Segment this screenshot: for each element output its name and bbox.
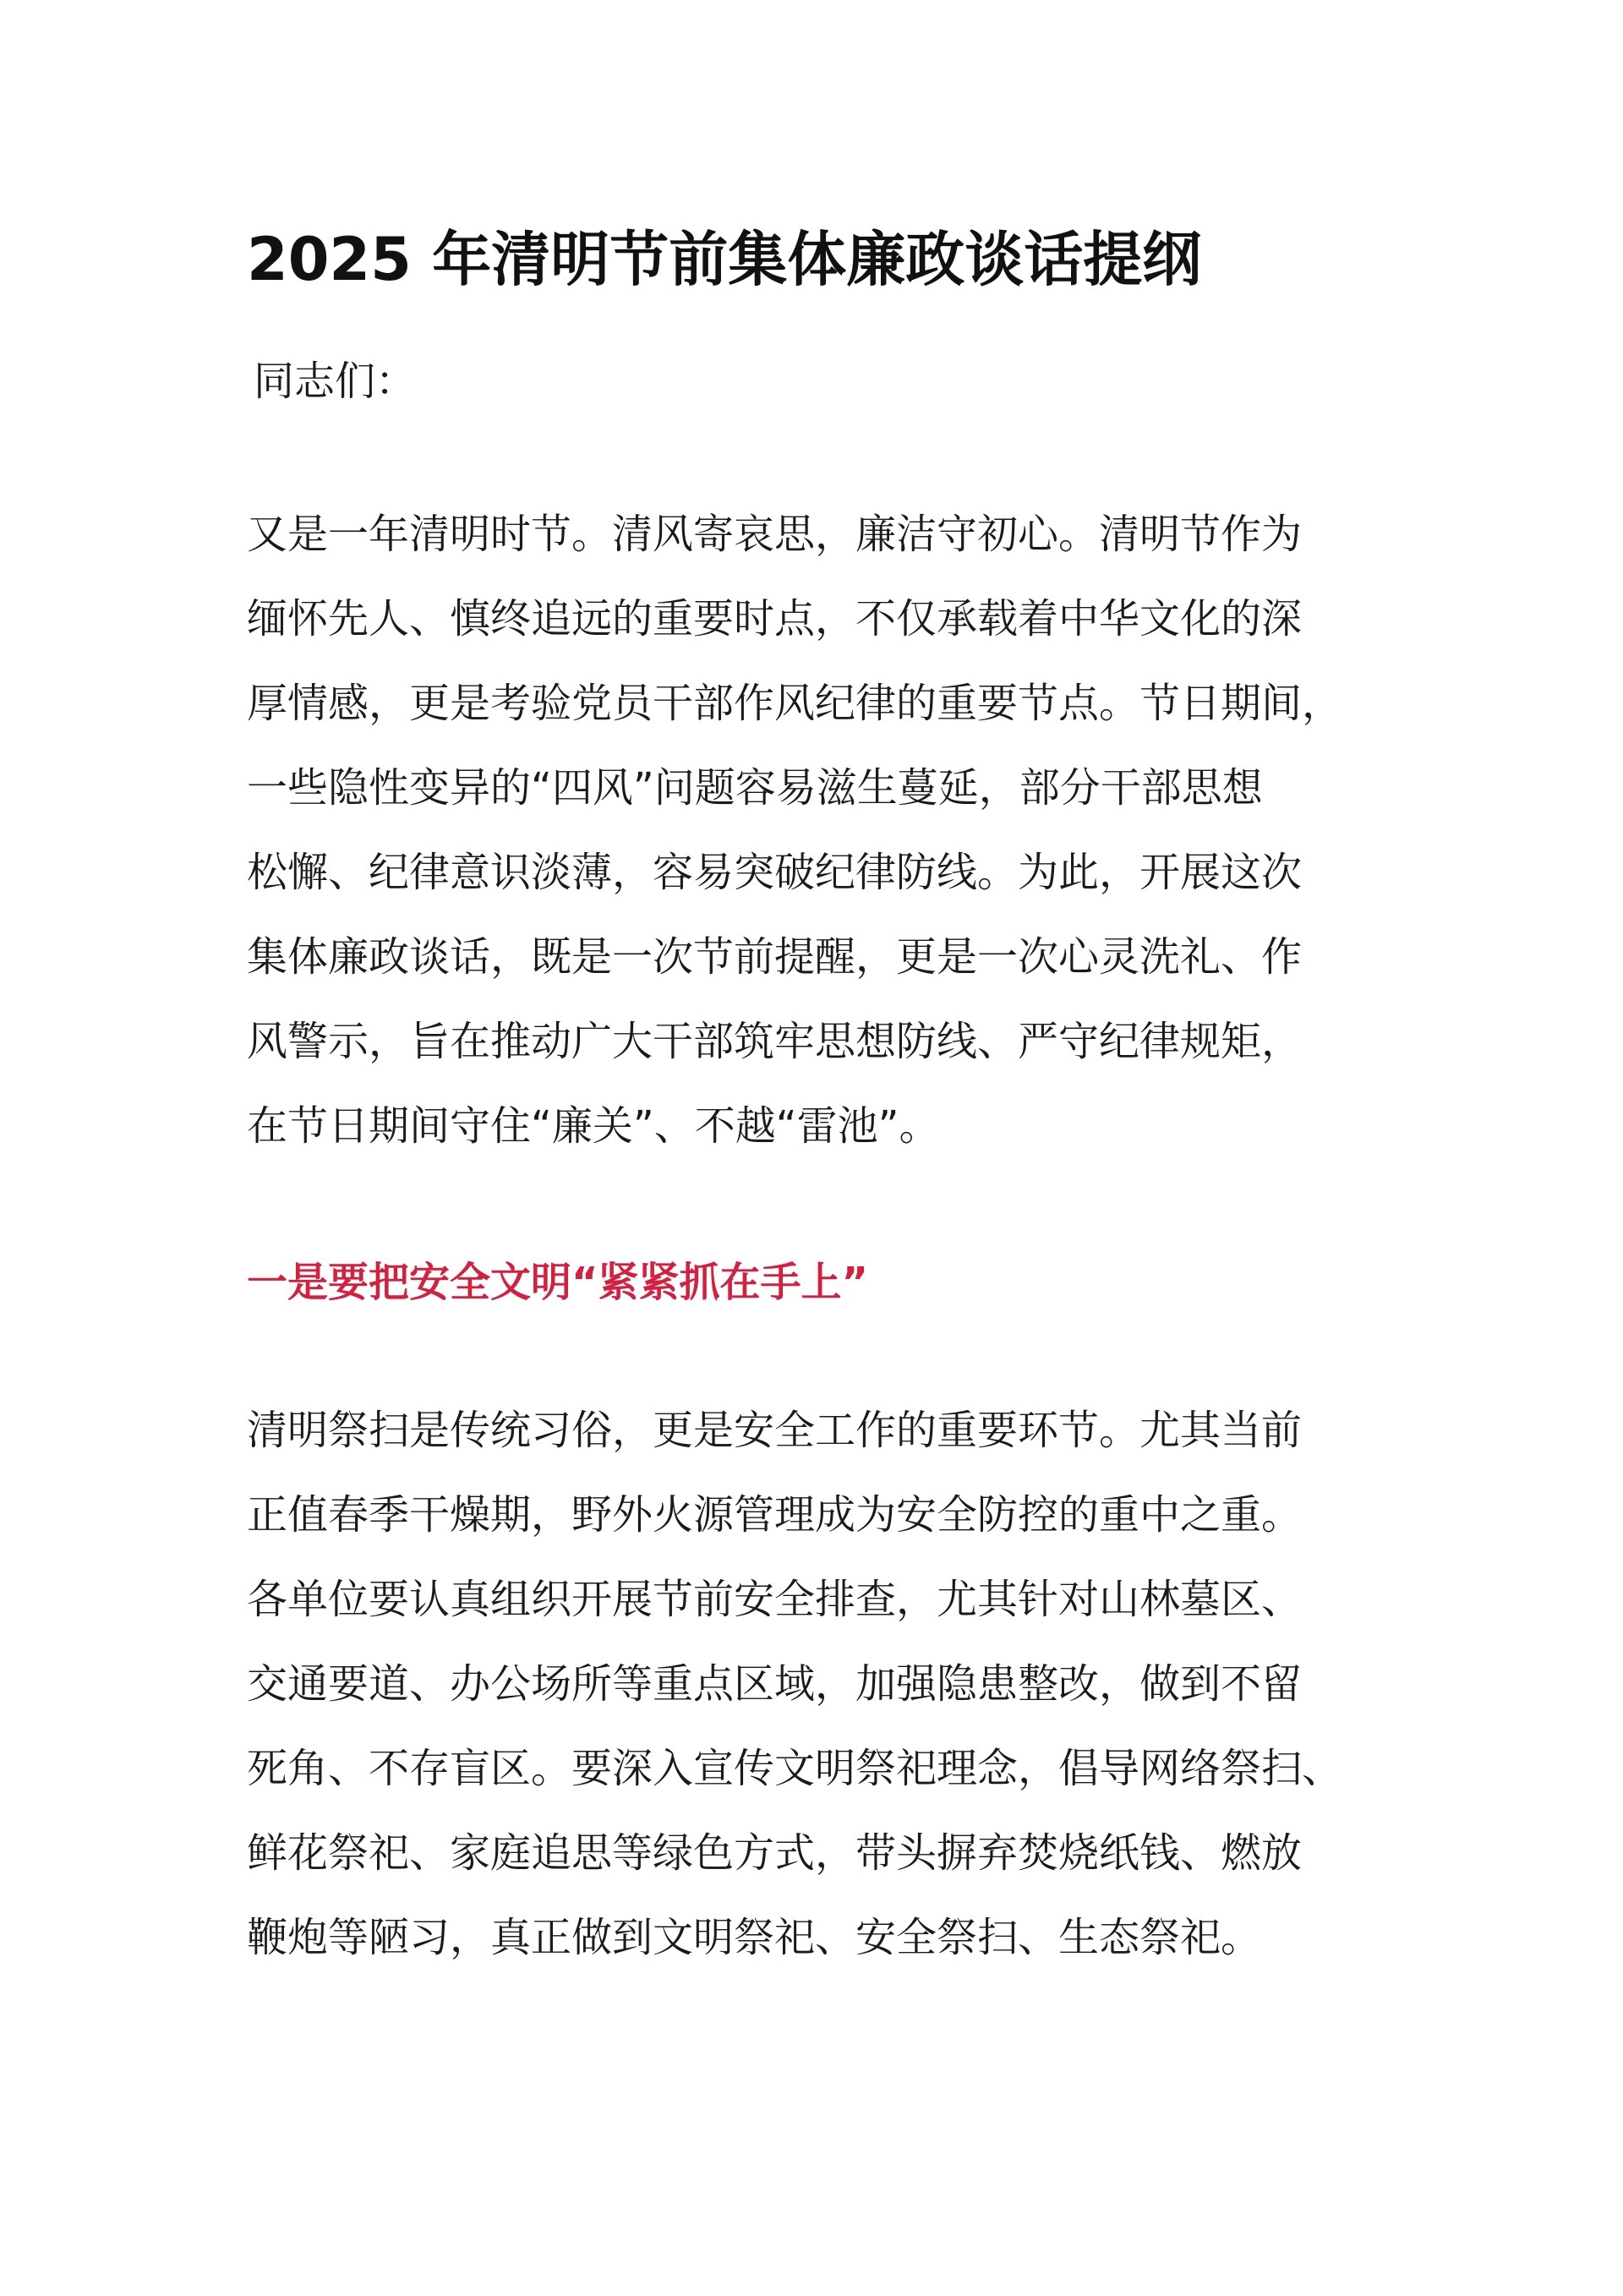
paragraph-line: 松懈、纪律意识淡薄，容易突破纪律防线。为此，开展这次	[247, 849, 1303, 896]
document-title: 2025 年清明节前集体廉政谈话提纲	[247, 225, 1202, 294]
intro-paragraph	[247, 492, 1447, 1168]
section-paragraph	[247, 1388, 1447, 1980]
paragraph-line: 厚情感，更是考验党员干部作风纪律的重要节点。节日期间，	[247, 680, 1343, 727]
paragraph-line: 鞭炮等陋习，真正做到文明祭祀、安全祭扫、生态祭祀。	[247, 1914, 1262, 1961]
paragraph-line: 死角、不存盲区。要深入宣传文明祭祀理念，倡导网络祭扫、	[247, 1745, 1343, 1792]
paragraph-line: 一些隐性变异的“四风”问题容易滋生蔓延，部分干部思想	[247, 764, 1263, 812]
paragraph-line: 正值春季干燥期，野外火源管理成为安全防控的重中之重。	[247, 1491, 1303, 1539]
paragraph-line: 鲜花祭祀、家庭追思等绿色方式，带头摒弃焚烧纸钱、燃放	[247, 1829, 1303, 1877]
paragraph-line: 又是一年清明时节。清风寄哀思，廉洁守初心。清明节作为	[247, 511, 1303, 558]
section-heading: 一是要把安全文明“紧紧抓在手上”	[247, 1259, 869, 1306]
paragraph-line: 交通要道、办公场所等重点区域，加强隐患整改，做到不留	[247, 1660, 1303, 1708]
paragraph-line: 清明祭扫是传统习俗，更是安全工作的重要环节。尤其当前	[247, 1407, 1303, 1454]
paragraph-line: 缅怀先人、慎终追远的重要时点，不仅承载着中华文化的深	[247, 595, 1303, 642]
paragraph-line: 在节日期间守住“廉关”、不越“雷池”。	[247, 1102, 940, 1150]
salutation: 同志们：	[254, 358, 417, 405]
paragraph-line: 集体廉政谈话，既是一次节前提醒，更是一次心灵洗礼、作	[247, 933, 1303, 981]
paragraph-line: 风警示，旨在推动广大干部筑牢思想防线、严守纪律规矩，	[247, 1018, 1303, 1065]
paragraph-line: 各单位要认真组织开展节前安全排查，尤其针对山林墓区、	[247, 1576, 1303, 1623]
